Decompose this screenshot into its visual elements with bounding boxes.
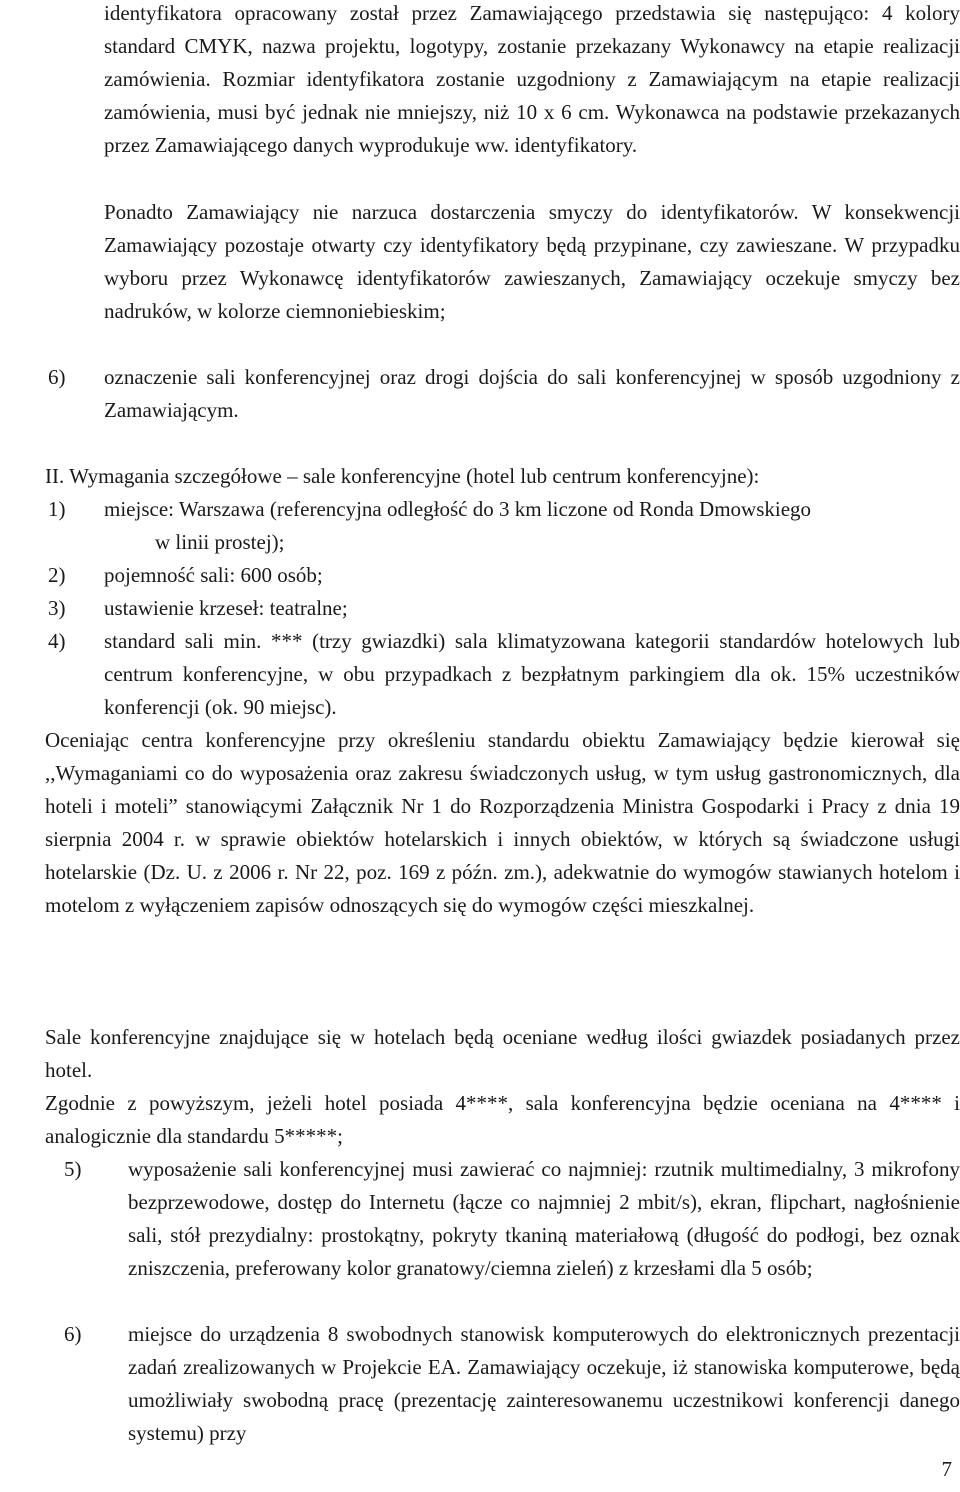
- list-item: pojemność sali: 600 osób;: [104, 563, 323, 587]
- list-item: miejsce do urządzenia 8 swobodnych stanowisk komputerowych do elektronicznych prezentacji zadań zrealizowanych w Projekcie EA. Zamawiający oczekuje, iż stanowiska komputerowe, będą umożliwiały swobodną pracę (prezentację zainteresowanemu uczestnikowi konferencji danego systemu) przy: [128, 1322, 960, 1445]
- smycze-paragraph: Ponadto Zamawiający nie narzuca dostarczenia smyczy do identyfikatorów. W konsekwencji Zamawiający pozostaje otwarty czy identyfikatory będą przypinane, czy zawieszane. W przypadku wyboru przez Wykonawcę identyfikatorów zawieszanych, Zamawiający oczekuje smyczy bez nadruków, w kolorze ciemnoniebieskim;: [104, 200, 960, 323]
- section-heading: II. Wymagania szczegółowe – sale konferencyjne (hotel lub centrum konferencyjne):: [45, 464, 760, 488]
- list-number: 1): [48, 497, 66, 521]
- intro-continuation: identyfikatora opracowany został przez Zamawiającego przedstawia się następująco: 4 kolory standard CMYK, nazwa projektu, logotypy, zostanie przekazany Wykonawcy na etapie realizacji zamówienia. Rozmiar identyfikatora zostanie uzgodniony z Zamawiającym na etapie realizacji zamówienia, musi być jednak nie mniejszy, niż 10 x 6 cm. Wykonawca na podstawie przekazanych przez Zamawiającego danych wyprodukuje ww. identyfikatory.: [104, 1, 960, 157]
- list-item-text: wyposażenie sali konferencyjnej musi zawierać co najmniej: rzutnik multimedialny, 3 mikrofony bezprzewodowe, dostęp do Internetu (łącze co najmniej 2 mbit/s), ekran, flipchart, nagłośnienie sali, stół prezydialny: prostokątny, pokryty tkaniną materiałową (długość do podłogi, bez oznak zniszczenia, preferowany kolor granatowy/ciemna zieleń) z krzesłami dla 5 osób;: [128, 1157, 960, 1280]
- list-number: 6): [48, 365, 66, 389]
- paragraph: Sale konferencyjne znajdujące się w hotelach będą oceniane według ilości gwiazdek posiadanych przez hotel.: [45, 1025, 960, 1082]
- page-number: 7: [941, 1457, 952, 1481]
- list-item: standard sali min. *** (trzy gwiazdki) sala klimatyzowana kategorii standardów hotelowych lub centrum konferencyjne, w obu przypadkach z bezpłatnym parkingiem dla ok. 15% uczestników konferencji (ok. 90 miejsc).: [104, 629, 960, 719]
- paragraph: Oceniając centra konferencyjne przy określeniu standardu obiektu Zamawiający będzie kierował się ,,Wymaganiami co do wyposażenia oraz zakresu świadczonych usług, w tym usług gastronomicznych, dla hoteli i moteli” stanowiącymi Załącznik Nr 1 do Rozporządzenia Ministra Gospodarki i Pracy z dnia 19 sierpnia 2004 r. w sprawie obiektów hotelarskich i innych obiektów, w których są świadczone usługi hotelarskie (Dz. U. z 2006 r. Nr 22, poz. 169 z późn. zm.), adekwatnie do wymogów stawianych hotelom i motelom z wyłączeniem zapisów odnoszących się do wymogów części mieszkalnej.: [45, 728, 960, 917]
- list-number: 4): [48, 629, 66, 653]
- list-number: 2): [48, 563, 66, 587]
- list-item-continuation: w linii prostej);: [155, 530, 285, 554]
- list-item: oznaczenie sali konferencyjnej oraz drogi dojścia do sali konferencyjnej w sposób uzgodniony z Zamawiającym.: [104, 365, 960, 422]
- list-item: miejsce: Warszawa (referencyjna odległość do 3 km liczone od Ronda Dmowskiego: [104, 497, 812, 521]
- list-item: [128, 1120, 960, 1285]
- list-number: 6): [64, 1322, 82, 1346]
- list-item: ustawienie krzeseł: teatralne;: [104, 596, 348, 620]
- list-number: 3): [48, 596, 66, 620]
- paragraph: Zgodnie z powyższym, jeżeli hotel posiada 4****, sala konferencyjna będzie oceniana na 4**** i analogicznie dla standardu 5*****;: [45, 1091, 960, 1148]
- list-number: 5): [64, 1157, 82, 1181]
